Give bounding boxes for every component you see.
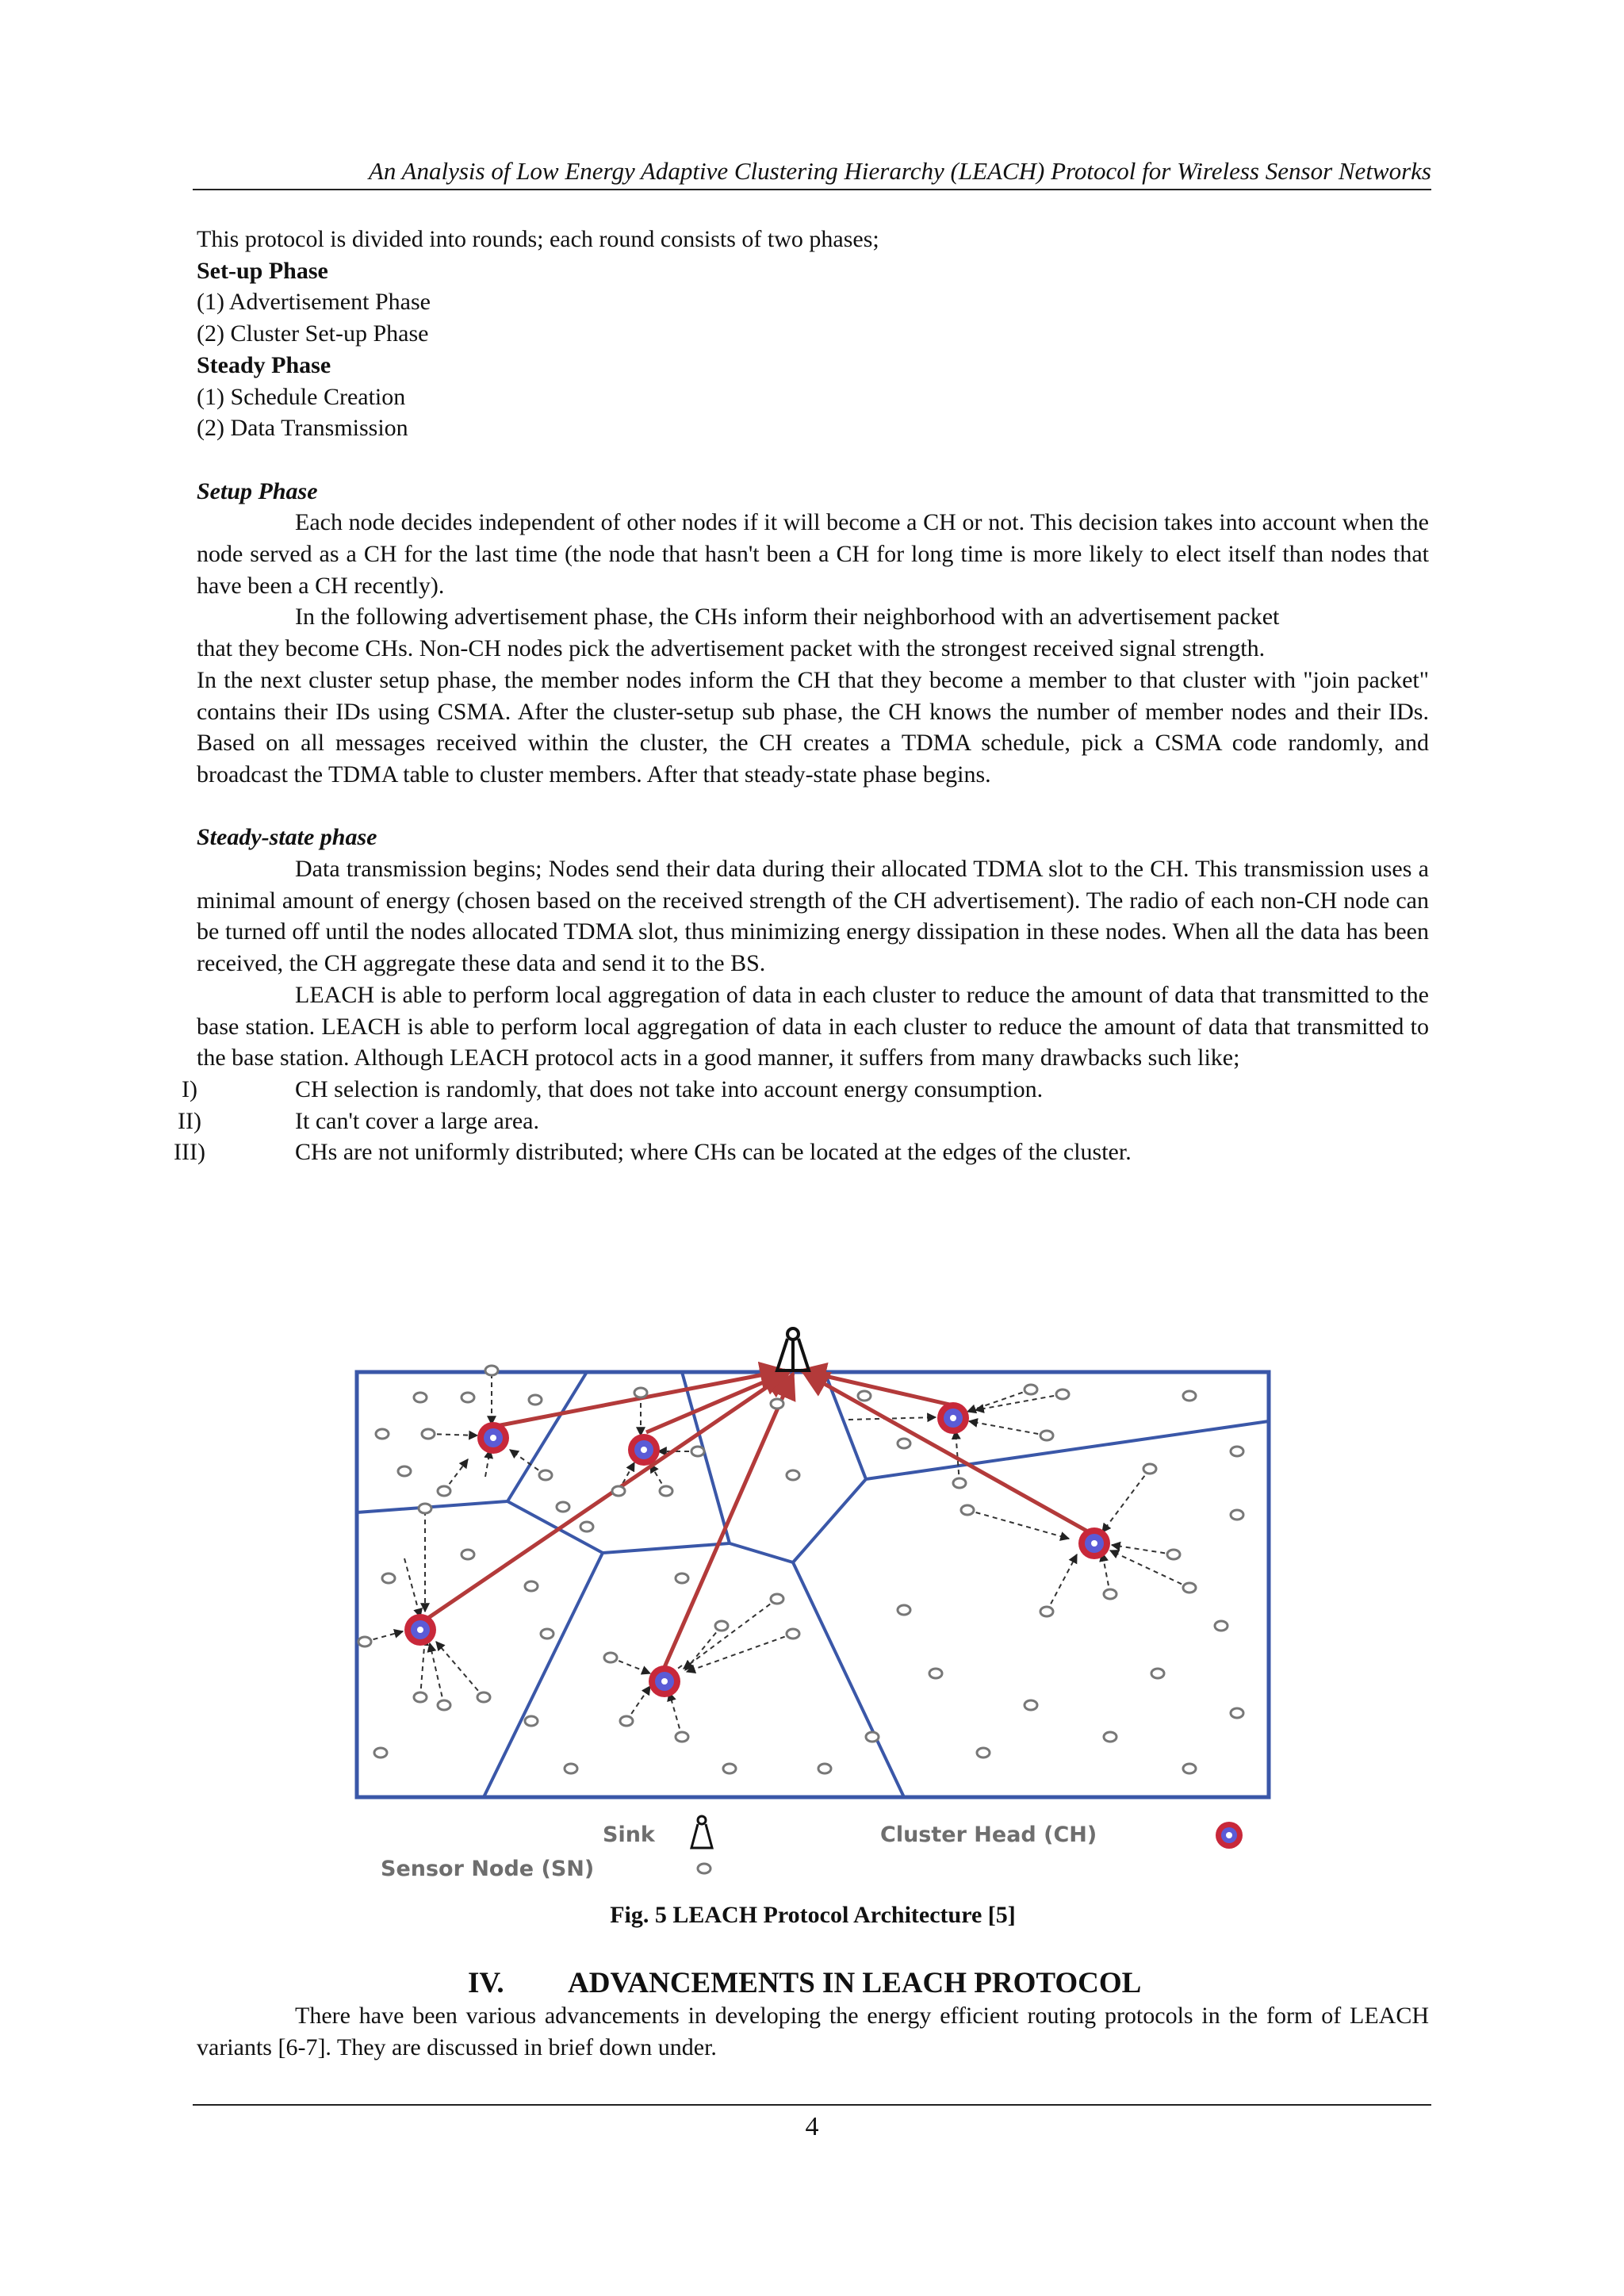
cluster-head [404,1614,436,1646]
legend-ch-icon [1216,1822,1243,1849]
legend-sn-icon [698,1864,710,1873]
paragraph: Data transmission begins; Nodes send their data during their allocated TDMA slot to the CH. This transmission uses a minimal amount of energy (chosen based on the received strength of the CH advertisement). The radio of each non-CH node can be turned off until the nodes allocated TDMA slot, thus minimizing energy dissipation in these nodes. When all the data has been received, the CH aggregate these data and send it to the BS. [197,856,1429,977]
section-title: ADVANCEMENTS IN LEACH PROTOCOL [568,1967,1142,1999]
drawback-item [178,1106,1429,1137]
footer-divider [193,2104,1431,2106]
steady-phase-heading: Steady-state phase [197,824,377,851]
setup-phase-subheading: Set-up Phase [197,257,328,284]
section-heading [468,1965,1141,2002]
legend-sn-label: Sensor Node (SN) [381,1857,595,1881]
drawback-number: III) [174,1139,205,1166]
header-divider [193,189,1431,190]
list-item: (2) Data Transmission [197,415,408,442]
paragraph: Each node decides independent of other nodes if it will become a CH or not. This decision takes into account when the node served as a CH for the last time (the node that hasn't been a CH for long time is more likely to elect itself than nodes that have been a CH recently). [197,509,1429,599]
drawback-number: II) [178,1107,201,1134]
cluster-head [1078,1527,1110,1559]
paragraph-line: that they become CHs. Non-CH nodes pick the advertisement packet with the strongest received signal strength. [197,635,1266,662]
ch-to-sink-links [428,1370,1086,1667]
legend-sink-label: Sink [603,1823,655,1847]
leach-architecture-figure [349,1293,1285,1903]
drawback-number: I) [182,1075,197,1102]
paragraph: In the next cluster setup phase, the member nodes inform the CH that they become a member to that cluster with "join packet" contains their IDs using CSMA. After the cluster-setup sub phase, the CH knows the number of member nodes and their IDs. Based on all messages received within the cluster, the CH creates a TDMA schedule, pick a CSMA code randomly, and broadcast the TDMA table to cluster members. After that steady-state phase begins. [197,666,1429,788]
paragraph: There have been various advancements in developing the energy efficient routing protocols in the form of LEACH variants [6-7]. They are discussed in brief down under. [197,2003,1429,2060]
drawback-text: CHs are not uniformly distributed; where CHs can be located at the edges of the cluster. [295,1139,1132,1166]
drawback-item [182,1074,1429,1106]
drawback-text: It can't cover a large area. [295,1107,539,1134]
cluster-head [628,1434,660,1466]
cluster-head [477,1422,509,1454]
cluster-head [649,1665,680,1697]
list-item: (1) Advertisement Phase [197,289,431,316]
steady-phase-subheading: Steady Phase [197,351,331,378]
drawback-text: CH selection is randomly, that does not take into account energy consumption. [295,1075,1044,1102]
setup-phase-heading: Setup Phase [197,477,318,504]
section-number: IV. [468,1967,504,1999]
list-item: (2) Cluster Set-up Phase [197,320,429,347]
section-body [197,2000,1429,2063]
sink-icon [777,1328,809,1370]
list-item: (1) Schedule Creation [197,383,406,410]
page-number: 4 [805,2112,819,2141]
legend-sink-icon [691,1816,712,1848]
cluster-heads [404,1402,1110,1697]
running-header: An Analysis of Low Energy Adaptive Clustering Hierarchy (LEACH) Protocol for Wireless Sensor Networks [368,157,1431,185]
paragraph: In the following advertisement phase, the CHs inform their neighborhood with an advertisement packet [295,604,1280,631]
intro-block [174,224,1429,1168]
figure-caption: Fig. 5 LEACH Protocol Architecture [5] [610,1902,1016,1928]
paragraph: LEACH is able to perform local aggregation of data in each cluster to reduce the amount of data that transmitted to the base station. LEACH is able to perform local aggregation of data in each cluster to reduce the amount of data that transmitted to the base station. Although LEACH protocol acts in a good manner, it suffers from many drawbacks such like; [197,981,1429,1071]
intro-line: This protocol is divided into rounds; each round consists of two phases; [197,226,879,252]
leach-diagram [349,1293,1285,1903]
cluster-head [937,1402,969,1434]
legend-ch-label: Cluster Head (CH) [880,1823,1097,1847]
drawback-item [174,1137,1429,1168]
